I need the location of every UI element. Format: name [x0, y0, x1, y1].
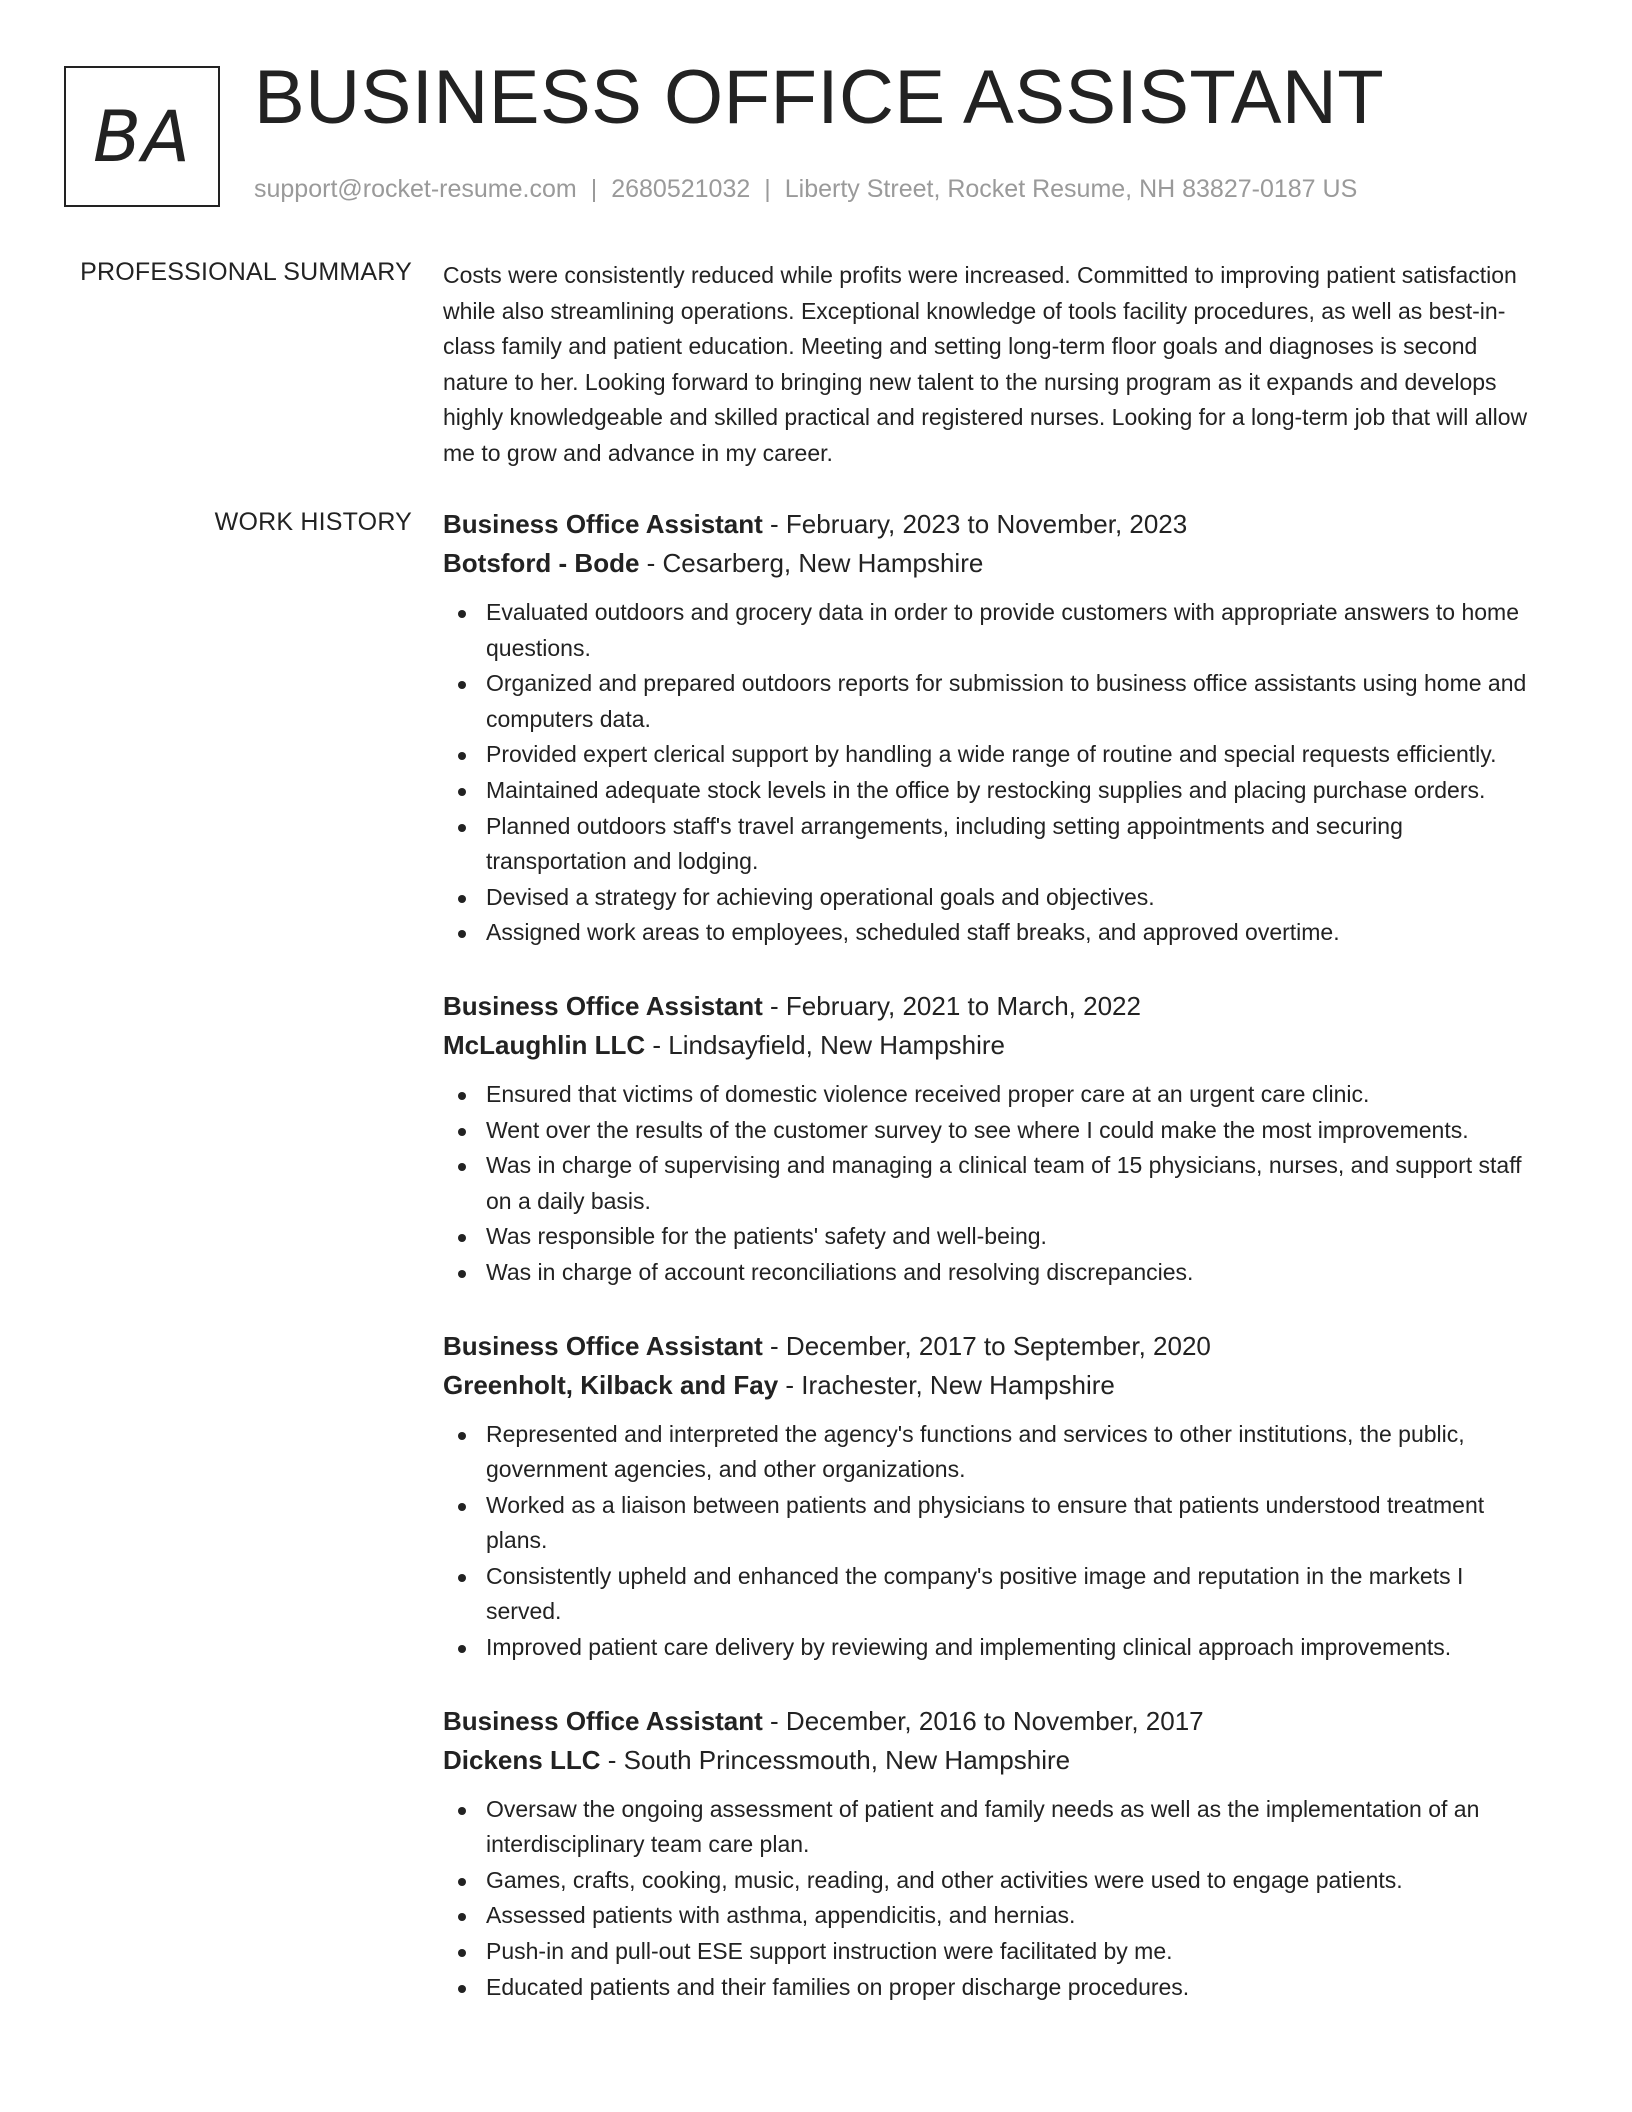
bullet-text: Provided expert clerical support by handling a wide range of routine and special requests efficiently.	[486, 741, 1497, 768]
list-item	[443, 595, 1543, 666]
job-location: - South Princessmouth, New Hampshire	[600, 1744, 1071, 1775]
bullet-dot-icon	[458, 1163, 466, 1171]
work-history-body	[443, 505, 1543, 2041]
bullet-dot-icon	[458, 1432, 466, 1440]
contact-phone: 2680521032	[611, 175, 751, 203]
bullet-dot-icon	[458, 1985, 466, 1993]
job-bullet-list	[443, 1077, 1543, 1291]
job-company: Dickens LLC	[443, 1744, 601, 1775]
contact-line	[254, 174, 1357, 204]
list-item	[443, 1417, 1543, 1488]
list-item	[443, 1255, 1543, 1291]
bullet-text: Games, crafts, cooking, music, reading, and other activities were used to engage patients.	[486, 1866, 1403, 1893]
list-item	[443, 1219, 1543, 1255]
bullet-text: Devised a strategy for achieving operational goals and objectives.	[486, 883, 1155, 910]
job-title-line	[443, 1327, 1543, 1366]
job-location: - Lindsayfield, New Hampshire	[645, 1029, 1006, 1060]
bullet-text: Was in charge of supervising and managing a clinical team of 15 physicians, nurses, and support staff on a daily basis.	[486, 1152, 1522, 1214]
bullet-text: Worked as a liaison between patients and physicians to ensure that patients understood treatment plans.	[486, 1491, 1485, 1554]
job-title: Business Office Assistant	[443, 1330, 763, 1361]
monogram-box	[64, 66, 220, 207]
job-dates: - February, 2021 to March, 2022	[762, 990, 1141, 1021]
job-entry	[443, 1327, 1543, 1666]
bullet-text: Assessed patients with asthma, appendicitis, and hernias.	[486, 1902, 1076, 1929]
job-dates: - December, 2017 to September, 2020	[762, 1330, 1211, 1361]
job-bullet-list	[443, 595, 1543, 951]
bullet-dot-icon	[458, 1270, 466, 1278]
bullet-dot-icon	[458, 610, 466, 618]
contact-separator: |	[590, 175, 598, 203]
job-title: Business Office Assistant	[443, 990, 763, 1021]
resume-title: BUSINESS OFFICE ASSISTANT	[254, 55, 1385, 140]
job-bullet-list	[443, 1792, 1543, 2006]
bullet-text: Assigned work areas to employees, scheduled staff breaks, and approved overtime.	[486, 919, 1340, 946]
bullet-dot-icon	[458, 1807, 466, 1815]
list-item	[443, 737, 1543, 773]
job-entry	[443, 987, 1543, 1291]
monogram-initials: BA	[93, 95, 191, 178]
section-label-work-history: WORK HISTORY	[214, 508, 412, 536]
job-bullet-list	[443, 1417, 1543, 1666]
job-company-line	[443, 1741, 1543, 1780]
job-dates: - February, 2023 to November, 2023	[762, 509, 1188, 539]
list-item	[443, 666, 1543, 737]
list-item	[443, 1488, 1543, 1559]
bullet-text: Was responsible for the patients' safety and well-being.	[486, 1223, 1047, 1250]
job-location: - Cesarberg, New Hampshire	[639, 548, 984, 578]
list-item	[443, 1934, 1543, 1970]
bullet-text: Ensured that victims of domestic violence received proper care at an urgent care clinic.	[486, 1080, 1370, 1107]
bullet-text: Oversaw the ongoing assessment of patient and family needs as well as the implementation of an interdisciplinary team care plan.	[486, 1795, 1480, 1858]
bullet-dot-icon	[458, 824, 466, 832]
bullet-dot-icon	[458, 1234, 466, 1242]
summary-text: Costs were consistently reduced while profits were increased. Committed to improving patient satisfaction while also streamlining operations. Exceptional knowledge of tools facility procedures, as well as best-in-class family and patient education. Meeting and setting long-term floor goals and diagnoses is second nature to her. Looking forward to bringing new talent to the nursing program as it expands and develops highly knowledgeable and skilled practical and registered nurses. Looking for a long-term job that will allow me to grow and advance in my career.	[443, 262, 1528, 466]
job-company-line	[443, 1366, 1543, 1405]
bullet-text: Planned outdoors staff's travel arrangements, including setting appointments and securing transportation and lodging.	[486, 812, 1403, 875]
job-dates: - December, 2016 to November, 2017	[762, 1705, 1204, 1736]
list-item	[443, 1630, 1543, 1666]
job-title: Business Office Assistant	[443, 509, 763, 539]
list-item	[443, 1898, 1543, 1934]
bullet-dot-icon	[458, 1645, 466, 1653]
list-item	[443, 1113, 1543, 1149]
section-label-summary: PROFESSIONAL SUMMARY	[80, 258, 412, 286]
contact-separator: |	[764, 175, 771, 203]
contact-address: Liberty Street, Rocket Resume, NH 83827-0187 US	[784, 175, 1358, 203]
bullet-text: Went over the results of the customer survey to see where I could make the most improvements.	[486, 1116, 1469, 1143]
bullet-dot-icon	[458, 788, 466, 796]
bullet-dot-icon	[458, 1949, 466, 1957]
bullet-text: Push-in and pull-out ESE support instruction were facilitated by me.	[486, 1938, 1173, 1965]
list-item	[443, 1792, 1543, 1863]
bullet-text: Evaluated outdoors and grocery data in order to provide customers with appropriate answers to home questions.	[486, 599, 1520, 661]
bullet-text: Improved patient care delivery by reviewing and implementing clinical approach improvements.	[486, 1634, 1452, 1661]
bullet-dot-icon	[458, 895, 466, 903]
contact-email: support@rocket-resume.com	[254, 175, 577, 203]
bullet-dot-icon	[458, 681, 466, 689]
bullet-text: Was in charge of account reconciliations and resolving discrepancies.	[486, 1258, 1194, 1285]
bullet-dot-icon	[458, 1913, 466, 1921]
bullet-text: Consistently upheld and enhanced the company's positive image and reputation in the markets I served.	[486, 1562, 1464, 1625]
job-location: - Irachester, New Hampshire	[778, 1369, 1115, 1400]
bullet-dot-icon	[458, 1128, 466, 1136]
bullet-dot-icon	[458, 1092, 466, 1100]
job-company: Botsford - Bode	[443, 548, 640, 578]
job-company-line	[443, 544, 1543, 583]
job-company: McLaughlin LLC	[443, 1029, 646, 1060]
bullet-text: Educated patients and their families on proper discharge procedures.	[486, 1973, 1190, 2000]
list-item	[443, 773, 1543, 809]
bullet-text: Maintained adequate stock levels in the office by restocking supplies and placing purchase orders.	[486, 776, 1486, 803]
list-item	[443, 1863, 1543, 1899]
list-item	[443, 880, 1543, 916]
list-item	[443, 1148, 1543, 1219]
job-title-line	[443, 505, 1543, 544]
bullet-dot-icon	[458, 752, 466, 760]
list-item	[443, 1077, 1543, 1113]
job-entry	[443, 1702, 1543, 2006]
summary-body	[443, 258, 1543, 472]
bullet-dot-icon	[458, 1878, 466, 1886]
list-item	[443, 915, 1543, 951]
job-title-line	[443, 987, 1543, 1026]
job-company-line	[443, 1026, 1543, 1065]
job-entry	[443, 505, 1543, 951]
bullet-text: Represented and interpreted the agency's functions and services to other institutions, the public, government agencies, and other organizations.	[486, 1420, 1465, 1483]
bullet-dot-icon	[458, 1574, 466, 1582]
job-title: Business Office Assistant	[443, 1705, 763, 1736]
list-item	[443, 1559, 1543, 1630]
job-company: Greenholt, Kilback and Fay	[443, 1369, 779, 1400]
job-title-line	[443, 1702, 1543, 1741]
bullet-dot-icon	[458, 930, 466, 938]
bullet-dot-icon	[458, 1503, 466, 1511]
bullet-text: Organized and prepared outdoors reports for submission to business office assistants using home and computers data.	[486, 670, 1527, 732]
list-item	[443, 1970, 1543, 2006]
list-item	[443, 809, 1543, 880]
